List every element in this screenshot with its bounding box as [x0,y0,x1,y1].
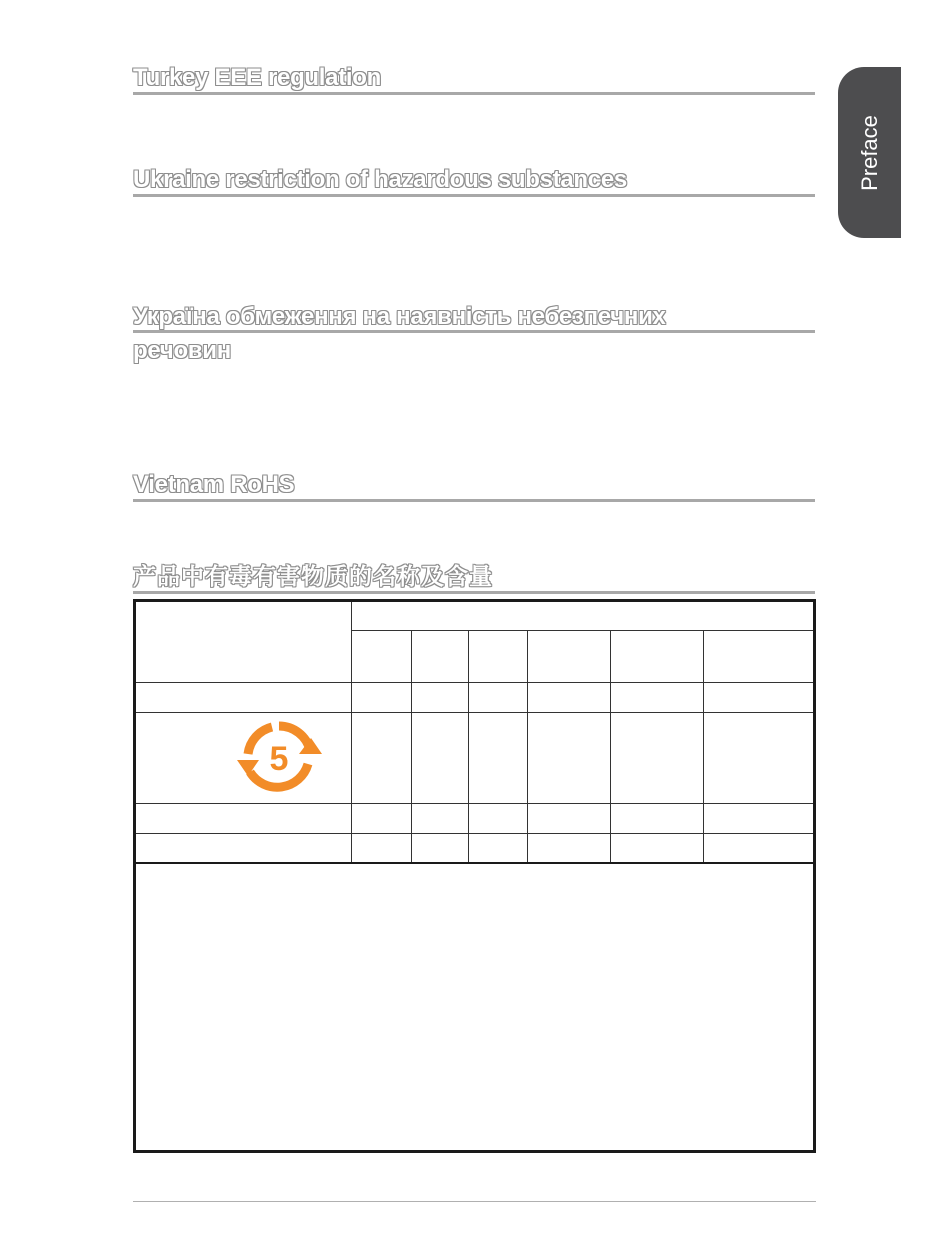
heading-ukraine-ua: Україна обмеження на наявність небезпечних [133,303,666,330]
heading-rule [133,499,815,502]
table-grid-line [351,630,813,631]
table-grid-line [468,630,469,862]
heading-china-hazardous-substances: 产品中有毒有害物质的名称及含量 [133,564,493,590]
preface-side-tab [838,67,901,238]
heading-rule [133,92,815,95]
table-grid-line [136,862,813,864]
environment-friendly-use-period-5-icon [236,720,322,796]
footer-rule [133,1201,816,1202]
logo-number: 5 [269,740,289,778]
table-grid-line [527,630,528,862]
heading-rule [133,591,815,594]
table-grid-line [411,630,412,862]
table-grid-line [136,803,813,804]
heading-rule [133,194,815,197]
table-grid-line [610,630,611,862]
table-grid-line [136,712,813,713]
heading-ukraine-en: Ukraine restriction of hazardous substances [133,166,627,193]
heading-turkey-eee: Turkey EEE regulation [133,64,381,91]
table-grid-line [351,602,352,862]
side-tab-label: Preface [856,114,882,191]
heading-rule [133,330,815,333]
table-grid-line [136,682,813,683]
table-grid-line [136,833,813,834]
heading-vietnam-rohs: Vietnam RoHS [133,471,295,498]
table-grid-line [703,630,704,862]
heading-ukraine-ua-continued: речовин [133,337,231,364]
